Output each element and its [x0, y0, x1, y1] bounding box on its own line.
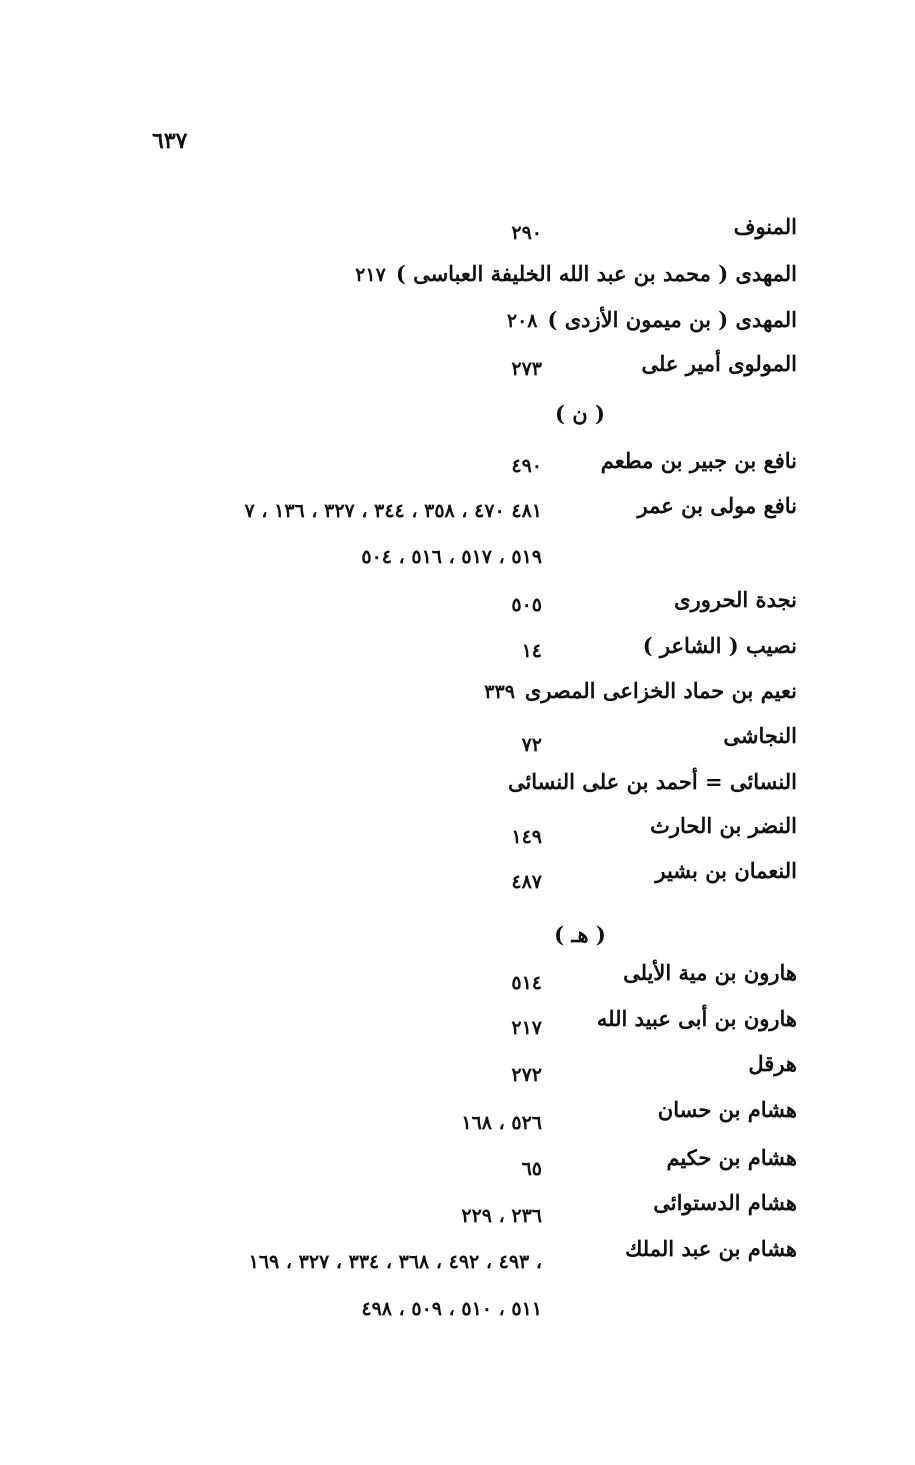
entry-pages: ٥٢٦ ، ١٦٨	[461, 1112, 542, 1134]
entry-name: هارون بن مية الأيلى	[623, 960, 797, 985]
entry-name: نافع مولى بن عمر	[637, 493, 797, 518]
entry-name: النعمان بن بشير	[655, 858, 797, 883]
entry-pages: ٢٩٠	[511, 222, 542, 244]
entry-name: هارون بن أبى عبيد الله	[596, 1006, 797, 1031]
entry-name: هشام بن حكيم	[666, 1145, 797, 1170]
entry-pages: ٤٨٧	[511, 871, 542, 893]
entry-name: النسائى = أحمد بن على النسائى	[507, 769, 797, 794]
entry-name: النضر بن الحارث	[650, 813, 797, 838]
entry-pages: ٢١٧	[511, 1017, 542, 1039]
entry-pages: ١٤	[521, 640, 542, 662]
entry-pages: ٢٠٨	[506, 310, 538, 332]
page-number: ٦٣٧	[152, 128, 188, 154]
entry-name-text: المهدى ( بن ميمون الأزدى )	[547, 307, 797, 332]
entry-pages: ٢٣٦ ، ٢٢٩	[461, 1205, 542, 1227]
entry-name: هرقل	[748, 1051, 797, 1076]
entry-pages: ٢٧٣	[511, 358, 542, 380]
entry-name: نصيب ( الشاعر )	[642, 633, 797, 658]
entry-name: هشام بن عبد الملك	[625, 1236, 797, 1261]
entry-name: المنوف	[733, 214, 797, 239]
entry-name: هشام الدستوائى	[653, 1190, 797, 1215]
entry-name: نافع بن جبير بن مطعم	[600, 448, 797, 473]
entry-name	[355, 261, 797, 286]
entry-name	[507, 307, 797, 332]
entry-pages: ٣٣٩	[484, 681, 515, 703]
entry-name-text: المهدى ( محمد بن عبد الله الخليفة العباسى )	[395, 261, 797, 286]
entry-pages: ٢٧٢	[511, 1064, 542, 1086]
entry-name: المولوى أمير على	[641, 351, 797, 376]
entry-pages: ٥٠٥	[511, 594, 542, 616]
entry-name-text: نعيم بن حماد الخزاعى المصرى	[524, 678, 797, 703]
entry-pages: ، ٤٩٣ ، ٤٩٢ ، ٣٦٨ ، ٣٣٤ ، ٣٢٧ ، ١٦٩	[248, 1251, 542, 1273]
entry-pages: ٤٨١ ٤٧٠ ، ٣٥٨ ، ٣٤٤ ، ٣٢٧ ، ١٣٦ ، ٧	[244, 500, 542, 522]
entry-pages: ٤٩٠	[511, 455, 542, 477]
entry-name	[484, 678, 797, 703]
section-header-ha: ( هـ )	[554, 922, 606, 947]
entry-pages-continued: ٥١١ ، ٥١٠ ، ٥٠٩ ، ٤٩٨	[361, 1298, 542, 1320]
entry-pages: ٥١٤	[511, 972, 542, 994]
entry-pages: ٦٥	[521, 1158, 542, 1180]
entry-pages: ٢١٧	[355, 264, 386, 286]
entry-name: هشام بن حسان	[657, 1097, 797, 1122]
entry-pages: ٧٢	[521, 734, 542, 756]
entry-pages: ١٤٩	[511, 826, 542, 848]
section-header-nun: ( ن )	[555, 401, 605, 426]
entry-name: النجاشى	[723, 723, 797, 748]
entry-name: نجدة الحرورى	[674, 587, 797, 612]
entry-pages-continued: ٥١٩ ، ٥١٧ ، ٥١٦ ، ٥٠٤	[361, 546, 542, 568]
